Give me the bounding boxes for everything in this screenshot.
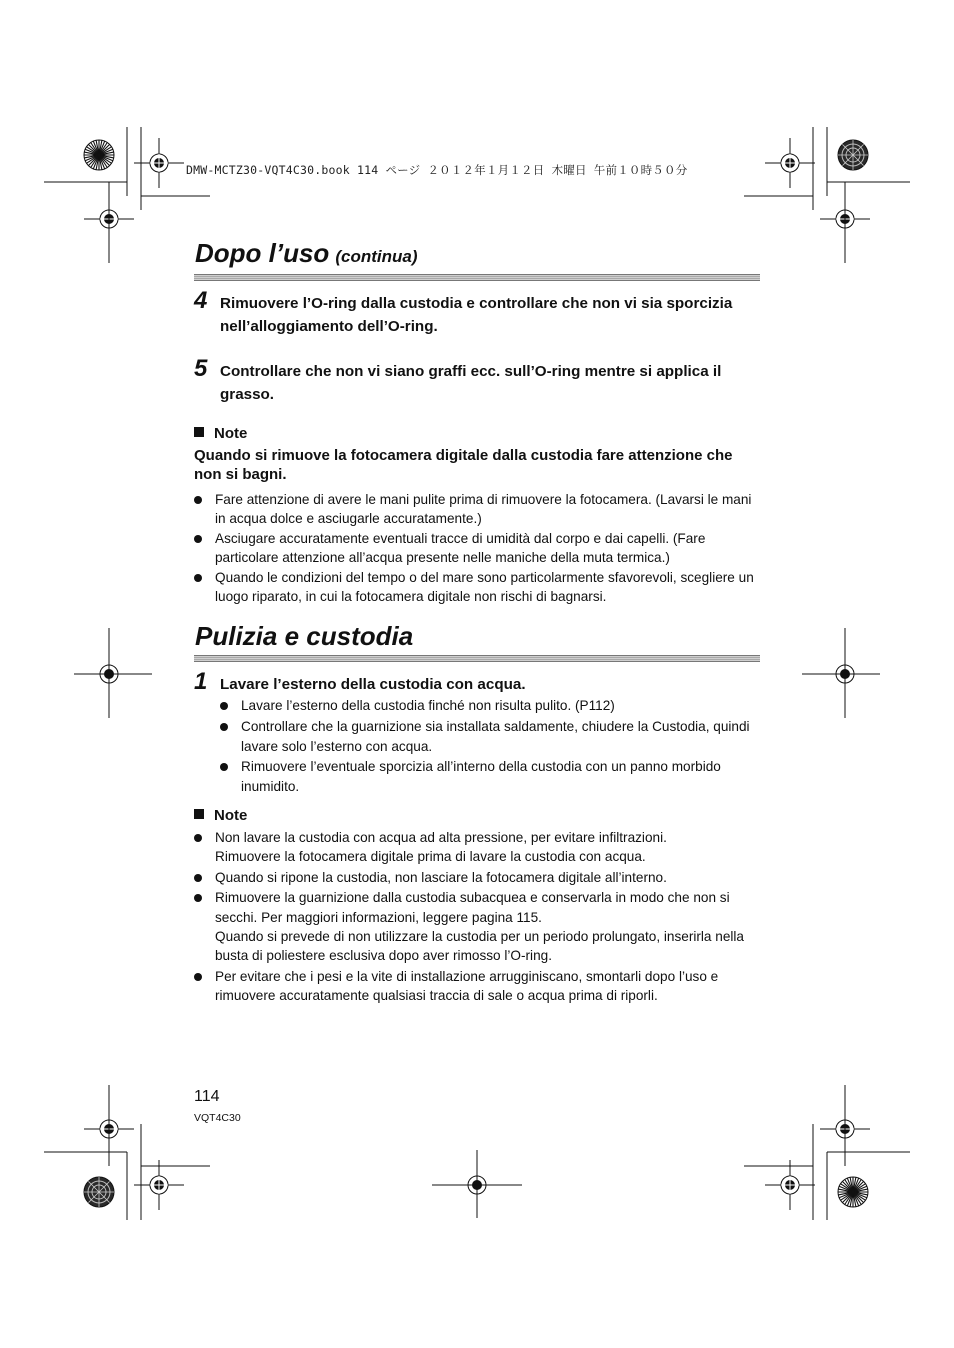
step-number-4: 4 xyxy=(194,287,208,314)
step-text-1: Lavare l’esterno della custodia con acqua. xyxy=(220,676,526,693)
list-item-text: Rimuovere la guarnizione dalla custodia subacquea e conservarla in modo che non si secchi. Per maggiori informazioni, leggere pagina 115. xyxy=(215,890,730,925)
step-number-5: 5 xyxy=(194,355,208,382)
list-item xyxy=(194,888,762,966)
step-text-4: Rimuovere l’O-ring dalla custodia e controllare che non vi sia sporcizia nell’alloggiamento dell’O-ring. xyxy=(220,295,733,335)
list-item-text: Asciugare accuratamente eventuali tracce di umidità dal corpo e dai capelli. (Fare particolare attenzione all’acqua presente nelle maniche della muta termica.) xyxy=(215,530,706,566)
list-item-continuation: Quando si prevede di non utilizzare la custodia per un periodo prolungato, inserirla nella busta di poliestere esclusiva dopo aver rimosso l’O-ring. xyxy=(215,929,744,964)
list-item xyxy=(220,757,765,796)
list-item xyxy=(194,490,762,529)
note-label: Note xyxy=(214,425,248,442)
note-list xyxy=(194,828,762,1006)
bullet-icon xyxy=(194,574,202,582)
list-item xyxy=(220,696,765,715)
list-item xyxy=(194,967,762,1006)
list-item-text: Lavare l’esterno della custodia finché non risulta pulito. (P112) xyxy=(241,698,615,713)
list-item-text: Controllare che la guarnizione sia installata saldamente, chiudere la Custodia, quindi lavare solo l’esterno con acqua. xyxy=(241,719,750,754)
list-item xyxy=(194,868,762,887)
section-title-dopo-luso xyxy=(195,238,417,269)
bullet-icon xyxy=(194,834,202,842)
document-code: VQT4C30 xyxy=(194,1112,241,1124)
list-item-text: Per evitare che i pesi e la vite di installazione arrugginiscano, smontarli dopo l’uso e rimuovere accuratamente qualsiasi traccia di sale o acqua prima di riporli. xyxy=(215,968,719,1004)
square-bullet-icon xyxy=(194,809,204,819)
list-item-text: Rimuovere l’eventuale sporcizia all’interno della custodia con un panno morbido inumidito. xyxy=(241,759,721,794)
list-item xyxy=(220,717,765,756)
list-item-text: Fare attenzione di avere le mani pulite prima di rimuovere la fotocamera. (Lavarsi le mani in acqua dolce e asciugarle accuratamente.) xyxy=(215,492,752,527)
bullet-icon xyxy=(194,973,202,981)
square-bullet-icon xyxy=(194,427,204,437)
section-title-pulizia: Pulizia e custodia xyxy=(195,621,414,651)
note-label: Note xyxy=(214,807,248,824)
note-heading xyxy=(194,807,247,824)
list-item-continuation: Rimuovere la fotocamera digitale prima di lavare la custodia con acqua. xyxy=(215,849,646,865)
step-number-1: 1 xyxy=(194,668,208,695)
bullet-icon xyxy=(194,894,202,902)
bullet-icon xyxy=(220,702,228,710)
note-warning: Quando si rimuove la fotocamera digitale dalla custodia fare attenzione che non si bagni. xyxy=(194,447,733,483)
bullet-icon xyxy=(194,874,202,882)
bullet-icon xyxy=(220,723,228,731)
section-title-text: Dopo l’uso xyxy=(195,238,330,268)
bullet-icon xyxy=(194,496,202,504)
bullet-icon xyxy=(220,763,228,771)
section-title-suffix: (continua) xyxy=(335,247,418,266)
bullet-icon xyxy=(194,535,202,543)
list-item-text: Quando si ripone la custodia, non lasciare la fotocamera digitale all’interno. xyxy=(215,869,667,885)
note-heading xyxy=(194,425,247,442)
file-info-header: DMW-MCTZ30-VQT4C30.book 114 ページ ２０１２年１月１２日 木曜日 午前１０時５０分 xyxy=(186,163,688,177)
section-rule xyxy=(194,274,760,281)
page-number: 114 xyxy=(194,1088,220,1105)
list-item xyxy=(194,568,762,607)
list-item xyxy=(194,529,762,568)
list-item xyxy=(194,828,762,867)
section-rule xyxy=(194,655,760,662)
note-list xyxy=(194,490,762,606)
list-item-text: Non lavare la custodia con acqua ad alta pressione, per evitare infiltrazioni. xyxy=(215,830,667,845)
step-list xyxy=(220,696,765,796)
step-text-5: Controllare che non vi siano graffi ecc. sull’O-ring mentre si applica il grasso. xyxy=(220,363,722,403)
list-item-text: Quando le condizioni del tempo o del mare sono particolarmente sfavorevoli, scegliere un luogo riparato, in cui la fotocamera digitale non rischi di bagnarsi. xyxy=(215,569,754,605)
